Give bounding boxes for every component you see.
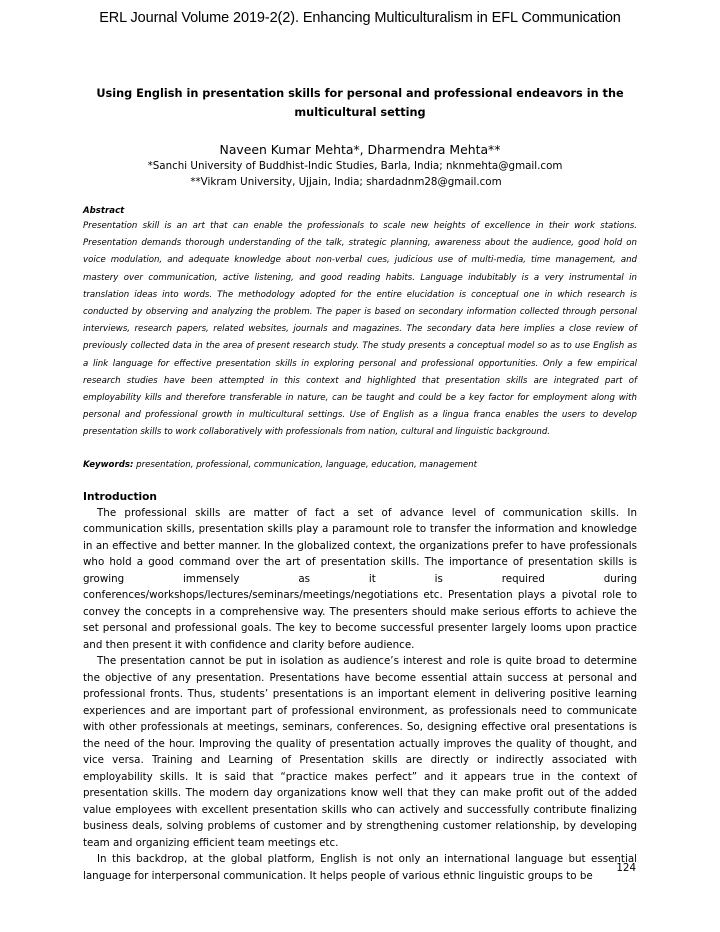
author-list: Naveen Kumar Mehta*, Dharmendra Mehta** <box>219 142 501 157</box>
introduction-paragraph-1: The professional skills are matter of fact a set of advance level of communication skills. In communication skills, presentation skills play a paramount role to transfer the information and knowledge in an effective and better manner. In the globalized context, the organizations prefer to have professionals who hold a good command over the art of presentation skills. The importance of presentation skills is growing immensely as it is required during conferences/workshops/lectures/seminars/meetings/negotiations etc. Presentation plays a pivotal role to convey the concepts in a comprehensive way. The presenters should make serious efforts to achieve the set personal and professional goals. The key to become successful presenter largely looms upon practice and then present it with confidence and clarity before audience. <box>83 506 637 651</box>
introduction-heading: Introduction <box>83 490 157 503</box>
affiliation-2: **Vikram University, Ujjain, India; shardadnm28@gmail.com <box>190 176 502 188</box>
introduction-paragraph-3: In this backdrop, at the global platform, English is not only an international language but essential language for interpersonal communication. It helps people of various ethnic linguistic groups to be <box>83 853 637 882</box>
abstract-text: Presentation skill is an art that can enable the professionals to scale new heights of excellence in their work stations. Presentation demands thorough understanding of the talk, strategic planning, awareness about the audience, good hold on voice modulation, and adequate knowledge about non-verbal cues, judicious use of multi-media, time management, and mastery over communication, active listening, and good reading habits. Language indubitably is a very instrumental in translation ideas into words. The methodology adopted for the entire elucidation is conceptual one in which research is conducted by observing and analyzing the problem. The paper is based on secondary information collected through personal interviews, research papers, related websites, journals and magazines. The secondary data here implies a close review of previously collected data in the area of present research study. The study presents a conceptual model so as to use English as a link language for effective presentation skills in exploring personal and professional opportunities. Only a few empirical research studies have been attempted in this context and highlighted that presentation skills are integrated part of employability kills and therefore transferable in nature, can be taught and could be a key factor for employment along with personal and professional growth in multicultural settings. Use of English as a lingua franca enables the users to develop presentation skills to work collaboratively with professionals from nation, cultural and linguistic background. <box>83 221 637 438</box>
page-number: 124 <box>616 862 636 874</box>
article-title: Using English in presentation skills for personal and professional endeavors in the multicultural setting <box>96 87 624 119</box>
article-body <box>83 84 637 884</box>
keywords-label: Keywords: <box>83 459 134 470</box>
running-header: ERL Journal Volume 2019-2(2). Enhancing Multiculturalism in EFL Communication <box>99 10 621 26</box>
affiliation-1: *Sanchi University of Buddhist-Indic Studies, Barla, India; nknmehta@gmail.com <box>147 160 563 172</box>
introduction-paragraph-2: The presentation cannot be put in isolation as audience’s interest and role is quite broad to determine the objective of any presentation. Presentations have become essential attain success at personal and professional fronts. Thus, students’ presentations is an important element in delivering positive learning experiences and are important part of professional environment, as professionals need to communicate with other professionals at meetings, seminars, conferences. So, designing effective oral presentations is the need of the hour. Improving the quality of presentation actually improves the quality of thought, and vice versa. Training and Learning of Presentation skills are directly or indirectly associated with employability skills. It is said that “practice makes perfect” and it appears true in the context of presentation skills. The modern day organizations know well that they can make profit out of the added value employees with excellent presentation skills who can actively and successfully contribute finalizing business deals, solving problems of customer and by strengthening customer relationship, by developing team and organizing efficient team meetings etc. <box>83 655 637 849</box>
keywords-line <box>83 459 637 472</box>
abstract-heading: Abstract <box>83 206 125 216</box>
keywords-list: presentation, professional, communication, language, education, management <box>136 459 477 470</box>
